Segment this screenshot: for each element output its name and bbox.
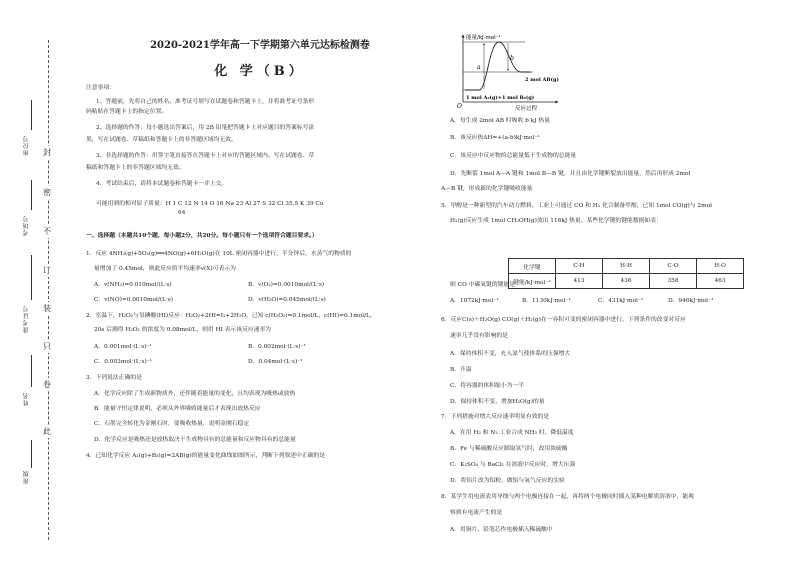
margin-fill-line: [31, 180, 32, 210]
note-line: 3、非选择题的作答：用签字笔直接答在答题卡上对应的答题区域内。写在试题卷、草: [96, 153, 315, 159]
energy-diagram: [453, 30, 573, 112]
option-b: B．0.002mol·(L·s)⁻¹: [248, 344, 306, 350]
option-a: A．保持体积不变，充入氮气使体系的压强增大: [450, 351, 571, 357]
option-b: B．1130kJ·mol⁻¹: [522, 298, 571, 304]
energy-curve: [465, 42, 531, 90]
seal-char: 只: [43, 342, 51, 351]
option-a: A．化学反应除了生成新物质外，还伴随着能量的变化，且均表现为吸热或放热: [94, 391, 296, 397]
option-a: A．0.001mol·(L·s)⁻¹: [94, 344, 152, 350]
margin-fill-line: [31, 100, 32, 130]
note-line: 2、选择题的作答：每小题选出答案后，用 2B 铅笔把答题卡上对应题目的答案标号涂: [96, 125, 315, 131]
margin-label-name: 姓名: [23, 392, 30, 406]
note-line: 码粘贴在答题卡上的指定位置。: [86, 109, 168, 115]
option-b: B．v(O₂)=0.0010mol/(L·s): [248, 282, 325, 288]
note-line: 黑，写在试题卷、草稿纸和答题卡上的非答题区域均无效。: [86, 137, 237, 143]
option-d: D．0.04mol·(L·s)⁻¹: [248, 359, 303, 365]
table-header: H-H: [603, 259, 650, 274]
option-c: C．0.003mol·(L·s)⁻¹: [94, 359, 153, 365]
option-b: B．该反应热ΔH=+(a-b)kJ·mol⁻¹: [450, 135, 540, 141]
margin-label-class: 班级: [23, 470, 30, 484]
question-after: 则 CO 中碳氧键的键能是: [450, 282, 516, 288]
a-label: a: [477, 64, 481, 71]
table-cell: 358: [650, 274, 697, 289]
margin-label-exam-id: 准考证号: [23, 305, 30, 333]
margin-label-seat: 座位号: [23, 135, 30, 156]
reactant-label: 1 mol A₂(g)+1 mol B₂(g): [466, 95, 535, 101]
option-c: C．该反应中反应物的总能量低于生成物的总能量: [450, 153, 577, 159]
option-d: D．946kJ·mol⁻¹: [668, 298, 714, 304]
seal-char: 密: [43, 188, 51, 197]
seal-char: 装: [43, 304, 51, 313]
table-header: H-O: [697, 259, 744, 274]
question-stem: H₂(g)反应生成 1mol CH₃OH(g)放出 116kJ 热量。某些化学键的键能数据如表：: [450, 218, 662, 224]
margin-fill-line: [31, 255, 32, 300]
question-stem: 20s 后测得 H₂O₂ 的浓度为 0.08mol/L，则用 HI 表示该反应速率为: [94, 327, 272, 333]
option-a: A．在用 H₂ 和 N₂ 工业合成 NH₃ 时，降低温度: [450, 430, 574, 436]
option-b: B．Fe 与稀硫酸反应制取氢气时，改用浓硫酸: [450, 446, 568, 452]
binding-dashed-line: [48, 40, 49, 540]
option-a: A．v(NH₃)=0.010mol/(L·s): [94, 282, 172, 288]
option-a: A．每生成 2mol AB 时吸收 b kJ 热量: [450, 118, 550, 124]
note-line: 稿纸和答题卡上的非答题区域均无效。: [86, 165, 185, 171]
seal-char: 不: [43, 227, 51, 236]
y-axis-label: 能量/kJ·mol⁻¹: [466, 35, 501, 41]
option-b: B．升温: [450, 367, 472, 373]
option-d: D．先断裂 1mol A—A 键和 1mol B—B 键，并且由化学键断裂放出能量，然后再形成 2mol: [450, 171, 691, 177]
table-header: C-O: [650, 259, 697, 274]
exam-subtitle: 化 学（B）: [214, 64, 306, 79]
table-header: C-H: [556, 259, 603, 274]
question-stem: 8．某学生用电流表用导线与两个电极连接在一起，再将两个电极同时插入某种电解质溶液中，能观: [441, 494, 694, 500]
origin-label: O: [457, 103, 462, 110]
note-line: 4、考试结束后，请将本试题卷和答题卡一并上交。: [96, 181, 228, 187]
seal-char: 卷: [43, 380, 51, 389]
b-label: b: [510, 55, 514, 62]
question-stem: 4．已知化学反应 A₂(g)+B₂(g)=2AB(g)的能量变化曲线如图所示，判断下列叙述中正确的是: [86, 453, 326, 459]
question-stem: 3．下列说法正确的是: [86, 375, 142, 381]
question-stem: 1．反应 4NH₃(g)+5O₂(g)══4NO(g)+6H₂O(g)在 10L 密闭容器中进行，半分钟后，水蒸气的物质的: [86, 251, 352, 257]
option-d-cont: A—B 键，形成新的化学键吸收能量: [441, 186, 533, 192]
seal-char: 此: [43, 427, 51, 436]
option-d: D．将铝片改为铝粉，做铝与氧气反应的实验: [450, 478, 565, 484]
question-stem: 速率几乎没有影响的是: [450, 333, 508, 339]
question-stem: 5．甲醇是一种新型的汽车动力燃料，工业上可通过 CO 和 H₂ 化合制备甲醇，已知 1mol CO(g)与 2mol: [441, 203, 712, 209]
table-cell: 键能/kJ·mol⁻¹: [509, 274, 556, 289]
x-axis-label: 反应过程: [515, 106, 538, 112]
option-c: C．v(NO)=0.0010mol/(L·s): [94, 297, 173, 303]
note-line: 1、答题前，先将自己的姓名、准考证号填写在试题卷和答题卡上，并将准考证号条形: [96, 99, 315, 105]
atomic-mass-line: 64: [178, 210, 186, 216]
question-stem: 2．室温下，H₂O₂与氢碘酸(HI)反应：H₂O₂+2HI=I₂+2H₂O，已知 c(H₂O₂)=0.1mol/L，c(HI)=0.1mol/L，: [86, 313, 376, 319]
seal-char: 封: [43, 148, 51, 157]
table-header: 化学键: [509, 259, 556, 274]
option-c: C．石墨完全转化为金刚石时，要吸收热量，说明金刚石稳定: [94, 421, 250, 427]
margin-fill-line: [31, 440, 32, 468]
notes-heading: 注意事项：: [86, 85, 115, 91]
exam-title: 2020-2021学年高一下学期第六单元达标检测卷: [150, 40, 370, 51]
table-cell: 463: [697, 274, 744, 289]
option-a: A．1072kJ·mol⁻¹: [450, 298, 499, 304]
bond-energy-table: [508, 258, 744, 289]
question-stem: 察到有电流产生的是: [450, 510, 503, 516]
margin-fill-line: [31, 355, 32, 387]
question-stem: 7．下列措施对增大反应速率明显有效的是: [441, 414, 550, 420]
option-c: C．K₂SO₄ 与 BaCl₂ 在溶液中反应时，增大压强: [450, 462, 576, 468]
option-a: A．用铜片、铅笔芯作电极插入稀硫酸中: [450, 527, 553, 533]
product-label: 2 mol AB(g): [525, 77, 559, 83]
table-cell: 413: [556, 274, 603, 289]
option-d: D．化学反应是吸热还是放热取决于生成物具有的总能量和反应物具有的总能量: [94, 437, 296, 443]
option-d: D．v(H₂O)=0.045mol/(L·s): [248, 297, 326, 303]
question-stem: 量增加了 0.45mol，则此反应的平均速率v(X)可表示为: [94, 266, 236, 272]
option-d: D．保持体积不变，增加H₂O(g)的量: [450, 399, 545, 405]
option-c: C．将容器的体积缩小为一半: [450, 383, 524, 389]
table-cell: 436: [603, 274, 650, 289]
margin-label-room: 考场号: [23, 215, 30, 236]
question-stem: 6．反应C(s)＋H₂O(g) CO(g)＋H₂(g)在一容积可变的密闭容器中进行，下列条件的改变对反应: [441, 317, 686, 323]
atomic-mass-line: 可能用到的相对原子质量：H 1 C 12 N 14 O 16 Na 23 Al 27 S 32 Cl 35.5 K 39 Cu: [96, 201, 324, 207]
option-b: B．能量守恒定律说明，必须从外界吸收能量后才表现出放热反应: [94, 406, 261, 412]
option-c: C．431kJ·mol⁻¹: [598, 298, 644, 304]
section-heading: 一、选择题（本题共10个题，每小题2分，共20分。每小题只有一个选项符合题目要求。）: [86, 233, 318, 239]
seal-char: 订: [43, 266, 51, 275]
